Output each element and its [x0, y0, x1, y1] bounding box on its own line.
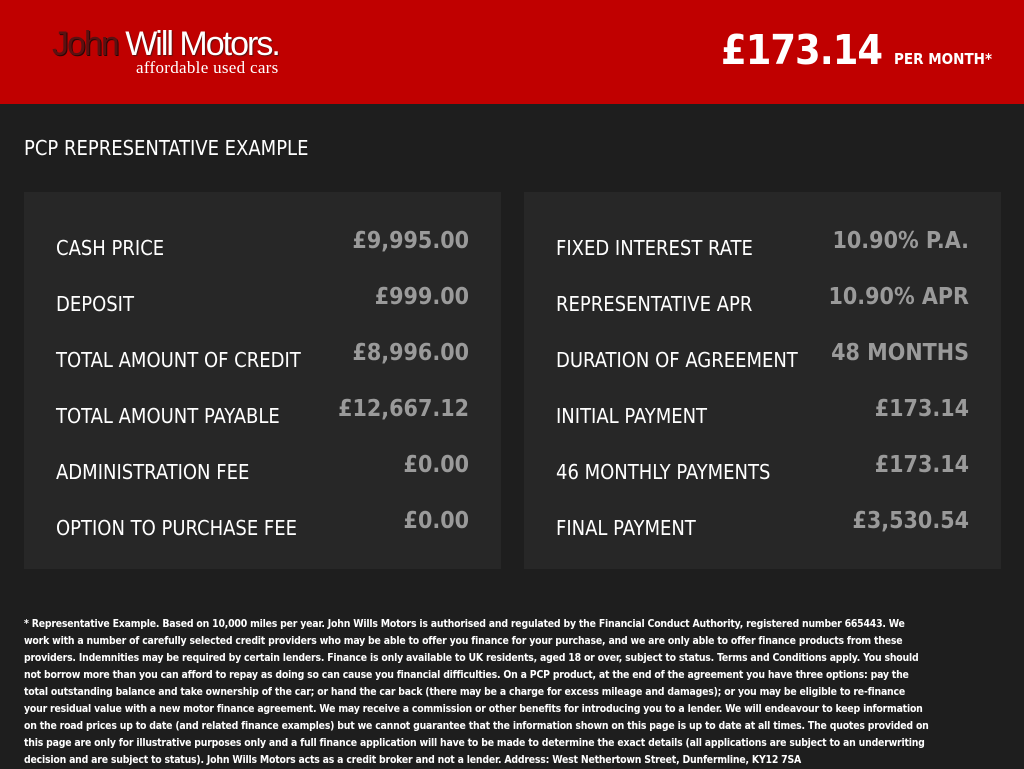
row-total-amount-payable	[56, 398, 469, 428]
row-label: DURATION OF AGREEMENT	[556, 348, 798, 372]
row-value: 10.90% APR	[828, 284, 969, 310]
row-duration-of-agreement	[556, 342, 969, 372]
row-deposit	[56, 286, 469, 316]
row-value: £0.00	[403, 508, 469, 534]
row-label: 46 MONTHLY PAYMENTS	[556, 460, 771, 484]
row-label: OPTION TO PURCHASE FEE	[56, 516, 298, 540]
brand-name-motors: Motors.	[179, 25, 279, 63]
monthly-price-display	[721, 26, 992, 74]
row-cash-price	[56, 230, 469, 260]
row-option-to-purchase-fee	[56, 510, 469, 540]
row-label: TOTAL AMOUNT PAYABLE	[56, 404, 280, 428]
row-value: £173.14	[874, 396, 969, 422]
brand-name-will: Will	[125, 25, 172, 63]
row-label: DEPOSIT	[56, 292, 134, 316]
row-initial-payment	[556, 398, 969, 428]
row-value: £173.14	[874, 452, 969, 478]
row-monthly-payments	[556, 454, 969, 484]
row-label: ADMINISTRATION FEE	[56, 460, 250, 484]
row-label: FIXED INTEREST RATE	[556, 236, 753, 260]
row-representative-apr	[556, 286, 969, 316]
brand-tagline: affordable used cars	[136, 58, 279, 77]
row-total-amount-of-credit	[56, 342, 469, 372]
row-final-payment	[556, 510, 969, 540]
section-title: PCP REPRESENTATIVE EXAMPLE	[24, 136, 309, 160]
finance-panel-right	[524, 192, 1001, 569]
row-label: FINAL PAYMENT	[556, 516, 696, 540]
row-value: £999.00	[374, 284, 469, 310]
footer	[0, 592, 1024, 768]
finance-panel-left	[24, 192, 501, 569]
row-value: £3,530.54	[852, 508, 969, 534]
per-month-label: PER MONTH*	[894, 50, 992, 68]
brand-name-john: John	[52, 25, 118, 63]
monthly-price: £173.14	[721, 26, 883, 74]
representative-example-disclaimer: * Representative Example. Based on 10,000 miles per year. John Wills Motors is authorised and regulated by the Financial Conduct Authority, registered number 665443. We work with a number of carefully selected credit providers who may be able to offer you finance for your purchase, and we are only able to offer finance products from these providers. Indemnities may be required by certain lenders. Finance is only available to UK residents, aged 18 or over, subject to status. Terms and Conditions apply. You should not borrow more than you can afford to repay as doing so can cause you financial difficulties. On a PCP product, at the end of the agreement you have three options: pay the total outstanding balance and take ownership of the car; or hand the car back (there may be a charge for excess mileage and damages); or you may be eligible to re-finance your residual value with a new motor finance agreement. We may receive a commission or other benefits for introducing you to a lender. We will endeavour to keep information on the road prices up to date (and related finance examples) but we cannot guarantee that the information shown on this page is up to date at all times. The quotes provided on this page are only for illustrative purposes only and a full finance application will have to be made to determine the exact details (all applications are subject to an underwriting decision and are subject to status). John Wills Motors acts as a credit broker and not a lender. Address: West Nethertown Street, Dunfermline, KY12 7SA	[24, 618, 929, 766]
row-value: 10.90% P.A.	[832, 228, 969, 254]
brand-logo[interactable]	[52, 24, 312, 84]
row-label: INITIAL PAYMENT	[556, 404, 708, 428]
row-fixed-interest-rate	[556, 230, 969, 260]
row-value: £12,667.12	[338, 396, 469, 422]
row-value: £0.00	[403, 452, 469, 478]
row-value: £9,995.00	[352, 228, 469, 254]
row-label: REPRESENTATIVE APR	[556, 292, 753, 316]
row-administration-fee	[56, 454, 469, 484]
row-value: £8,996.00	[352, 340, 469, 366]
row-label: TOTAL AMOUNT OF CREDIT	[56, 348, 301, 372]
header-bar	[0, 0, 1024, 104]
row-label: CASH PRICE	[56, 236, 165, 260]
row-value: 48 MONTHS	[831, 340, 969, 366]
